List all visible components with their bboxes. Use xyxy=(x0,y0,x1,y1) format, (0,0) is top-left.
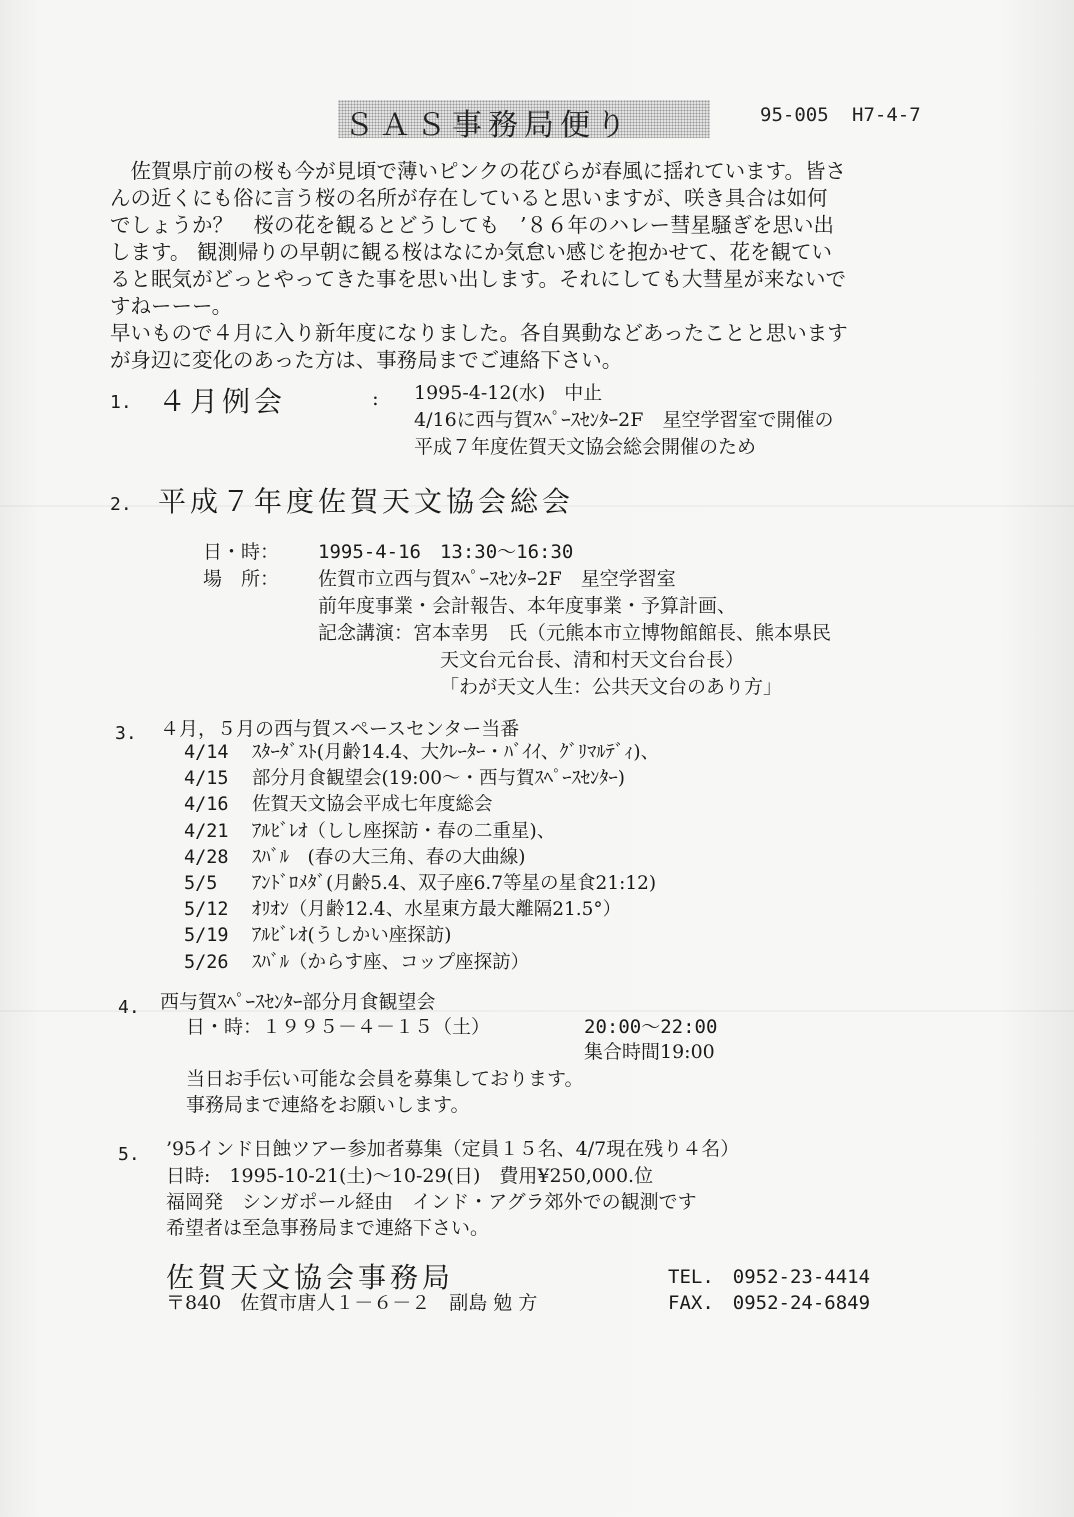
datetime-label: 日・時： xyxy=(203,541,280,563)
tour-route: 福岡発 シンガポール経由 インド・アグラ郊外での観測です xyxy=(166,1191,697,1213)
schedule-date: 5/19 xyxy=(184,925,229,947)
footer-tel: TEL. 0952-23-4414 xyxy=(668,1266,871,1288)
intro-line: でしょうか？ 桜の花を観るとどうしても ’８６年のハレー彗星騒ぎを思い出 xyxy=(110,213,835,237)
section-number: 5. xyxy=(118,1144,140,1165)
notice-line: 当日お手伝い可能な会員を募集しております。 xyxy=(186,1068,584,1090)
schedule-date: 5/26 xyxy=(184,951,229,973)
schedule-date: 4/14 xyxy=(184,742,229,763)
schedule-date: 4/21 xyxy=(184,820,229,842)
schedule-text: 佐賀天文協会平成七年度総会 xyxy=(252,794,493,816)
schedule-text: ｵﾘｵﾝ（月齢12.4、水星東方最大離隔21.5°） xyxy=(252,899,622,921)
schedule-text: ｱﾙﾋﾞﾚｵ(うしかい座探訪) xyxy=(252,925,452,947)
schedule-row xyxy=(184,871,659,897)
footer-fax: FAX. 0952-24-6849 xyxy=(668,1292,871,1314)
datetime-value: 1995-4-16 13:30～16:30 xyxy=(318,541,574,563)
intro-line: が身辺に変化のあった方は、事務局までご連絡下さい。 xyxy=(110,348,623,372)
schedule-date: 4/28 xyxy=(184,846,229,868)
section-heading: 西与賀ｽﾍﾟｰｽｾﾝﾀｰ部分月食観望会 xyxy=(160,991,436,1013)
lecture-line: 天文台元台長、清和村天文台台長） xyxy=(440,649,745,671)
schedule-text: ｽﾊﾞﾙ (春の大三角、春の大曲線) xyxy=(252,846,526,868)
schedule-text: ｽﾀｰﾀﾞｽﾄ(月齢14.4、大ｸﾚｰﾀｰ・ﾊﾞｲｲ、ｸﾞﾘﾏﾙﾃﾞｨ)、 xyxy=(252,742,660,763)
section-number: 1. xyxy=(110,392,132,413)
intro-line: 佐賀県庁前の桜も今が見頃で薄いピンクの花びらが春風に揺れています。皆さ xyxy=(110,159,846,183)
section-number: 2. xyxy=(110,494,132,515)
datetime-label: 日・時：１９９５－４－１５（土） xyxy=(186,1016,491,1038)
lecture-title: 「わが天文人生：公共天文台のあり方」 xyxy=(440,676,783,698)
section-heading: ’95インド日蝕ツアー参加者募集（定員１５名、4/7現在残り４名） xyxy=(166,1138,740,1160)
section-heading: ４月，５月の西与賀スペースセンター当番 xyxy=(160,718,520,740)
schedule-text: ｱﾙﾋﾞﾚｵ（しし座探訪・春の二重星)、 xyxy=(252,820,556,842)
footer-organization: 佐賀天文協会事務局 xyxy=(166,1261,455,1294)
schedule-date: 4/15 xyxy=(184,768,229,790)
section-heading: ４月例会 xyxy=(158,385,287,418)
section-number: 4. xyxy=(118,997,140,1018)
detail-line: 4/16に西与賀ｽﾍﾟｰｽｾﾝﾀｰ2F 星空学習室で開催の xyxy=(414,409,834,431)
schedule-row xyxy=(184,897,659,923)
lecture-line: 記念講演：宮本幸男 氏（元熊本市立博物館館長、熊本県民 xyxy=(318,622,832,644)
section1-details xyxy=(414,380,833,461)
schedule-row xyxy=(184,845,659,871)
intro-line: します。 観測帰りの早朝に観る桜はなにか気怠い感じを抱かせて、花を観てい xyxy=(110,240,832,264)
schedule-date: 4/16 xyxy=(184,794,229,816)
agenda-line: 前年度事業・会計報告、本年度事業・予算計画、 xyxy=(318,595,737,617)
intro-line: 早いもので４月に入り新年度になりました。各自異動などあったことと思います xyxy=(110,321,848,345)
newsletter-title: ＳＡＳ事務局便り xyxy=(344,108,632,143)
schedule-text: 部分月食観望会(19:00～・西与賀ｽﾍﾟｰｽｾﾝﾀｰ) xyxy=(252,768,626,790)
tour-contact: 希望者は至急事務局まで連絡下さい。 xyxy=(166,1217,490,1239)
detail-line: 1995-4-12(水) 中止 xyxy=(414,382,603,404)
issue-number: 95-005 xyxy=(760,104,829,126)
intro-paragraph xyxy=(110,158,848,374)
intro-line: ると眠気がどっとやってきた事を思い出します。それにしても大彗星が来ないで xyxy=(110,267,846,291)
schedule-row xyxy=(184,792,659,818)
intro-line: んの近くにも俗に言う桜の名所が存在していると思いますが、咲き具合は如何 xyxy=(110,186,828,210)
schedule-date: 5/5 xyxy=(184,873,218,895)
schedule-row xyxy=(184,766,659,792)
time-value: 20:00～22:00 xyxy=(584,1016,718,1038)
notice-line: 事務局まで連絡をお願いします。 xyxy=(186,1094,470,1116)
section-heading: 平成７年度佐賀天文協会総会 xyxy=(158,485,575,518)
issue-date: H7-4-7 xyxy=(852,104,921,126)
schedule-text: ｱﾝﾄﾞﾛﾒﾀﾞ(月齢5.4、双子座6.7等星の星食21:12) xyxy=(252,873,657,895)
gather-time: 集合時間19:00 xyxy=(584,1041,715,1063)
schedule-row xyxy=(184,819,659,845)
schedule-date: 5/12 xyxy=(184,899,229,921)
section-number: 3. xyxy=(115,723,137,744)
detail-line: 平成７年度佐賀天文協会総会開催のため xyxy=(414,436,757,458)
intro-line: すねーーー。 xyxy=(110,294,233,318)
section-colon: : xyxy=(372,386,379,410)
place-label: 場 所： xyxy=(203,568,280,590)
schedule-list xyxy=(184,740,659,976)
schedule-row xyxy=(184,740,659,766)
schedule-text: ｽﾊﾞﾙ（からす座、コップ座探訪） xyxy=(252,951,530,973)
schedule-row xyxy=(184,950,659,976)
schedule-row xyxy=(184,923,659,949)
footer-address: 〒840 佐賀市唐人１－６－２ 副島 勉 方 xyxy=(166,1292,538,1314)
place-value: 佐賀市立西与賀ｽﾍﾟｰｽｾﾝﾀｰ2F 星空学習室 xyxy=(318,568,676,590)
tour-dates: 日時: 1995-10-21(土)～10-29(日) 費用¥250,000.位 xyxy=(166,1165,654,1187)
